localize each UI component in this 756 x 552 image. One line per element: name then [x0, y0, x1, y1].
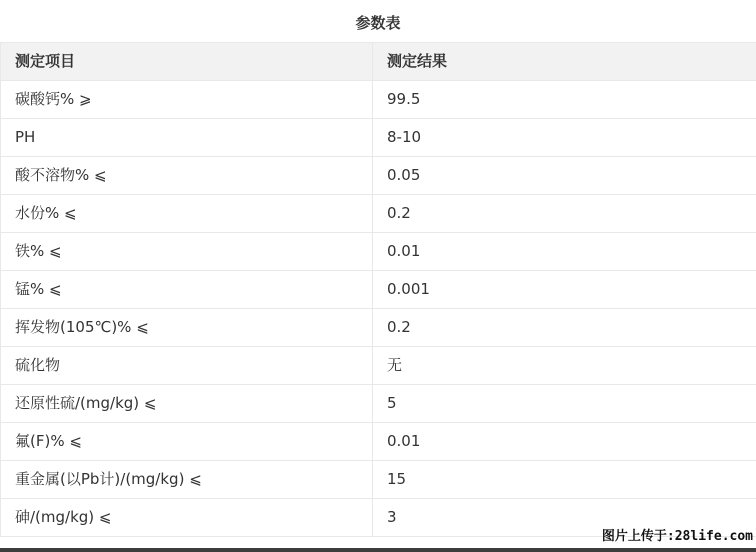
item-cell: 水份% ⩽ [1, 195, 373, 233]
item-cell: 酸不溶物% ⩽ [1, 157, 373, 195]
item-cell: 硫化物 [1, 347, 373, 385]
result-cell: 0.01 [373, 233, 756, 271]
table-header-row [1, 43, 756, 81]
table-row [1, 385, 756, 423]
result-cell: 15 [373, 461, 756, 499]
result-cell: 99.5 [373, 81, 756, 119]
table-row [1, 309, 756, 347]
column-header-result: 测定结果 [373, 43, 756, 81]
result-cell: 8-10 [373, 119, 756, 157]
bottom-bar [0, 548, 756, 552]
result-cell: 3 [373, 499, 756, 537]
table-row [1, 81, 756, 119]
item-cell: 重金属(以Pb计)/(mg/kg) ⩽ [1, 461, 373, 499]
table-row [1, 195, 756, 233]
item-cell: 铁% ⩽ [1, 233, 373, 271]
table-row [1, 461, 756, 499]
result-cell: 0.01 [373, 423, 756, 461]
item-cell: 挥发物(105℃)% ⩽ [1, 309, 373, 347]
result-cell: 0.05 [373, 157, 756, 195]
table-row [1, 347, 756, 385]
item-cell: 还原性硫/(mg/kg) ⩽ [1, 385, 373, 423]
item-cell: 砷/(mg/kg) ⩽ [1, 499, 373, 537]
item-cell: 碳酸钙% ⩾ [1, 81, 373, 119]
page-title: 参数表 [355, 14, 401, 32]
item-cell: 氟(F)% ⩽ [1, 423, 373, 461]
item-cell: 锰% ⩽ [1, 271, 373, 309]
parameter-table [0, 42, 756, 537]
table-row [1, 157, 756, 195]
item-cell: PH [1, 119, 373, 157]
table-row [1, 233, 756, 271]
table-row [1, 423, 756, 461]
result-cell: 0.2 [373, 195, 756, 233]
column-header-item: 测定项目 [1, 43, 373, 81]
result-cell: 0.001 [373, 271, 756, 309]
result-cell: 5 [373, 385, 756, 423]
table-row [1, 271, 756, 309]
table-body [1, 81, 756, 537]
table-row [1, 119, 756, 157]
result-cell: 无 [373, 347, 756, 385]
result-cell: 0.2 [373, 309, 756, 347]
watermark-text: 图片上传于:28life.com [601, 529, 753, 544]
